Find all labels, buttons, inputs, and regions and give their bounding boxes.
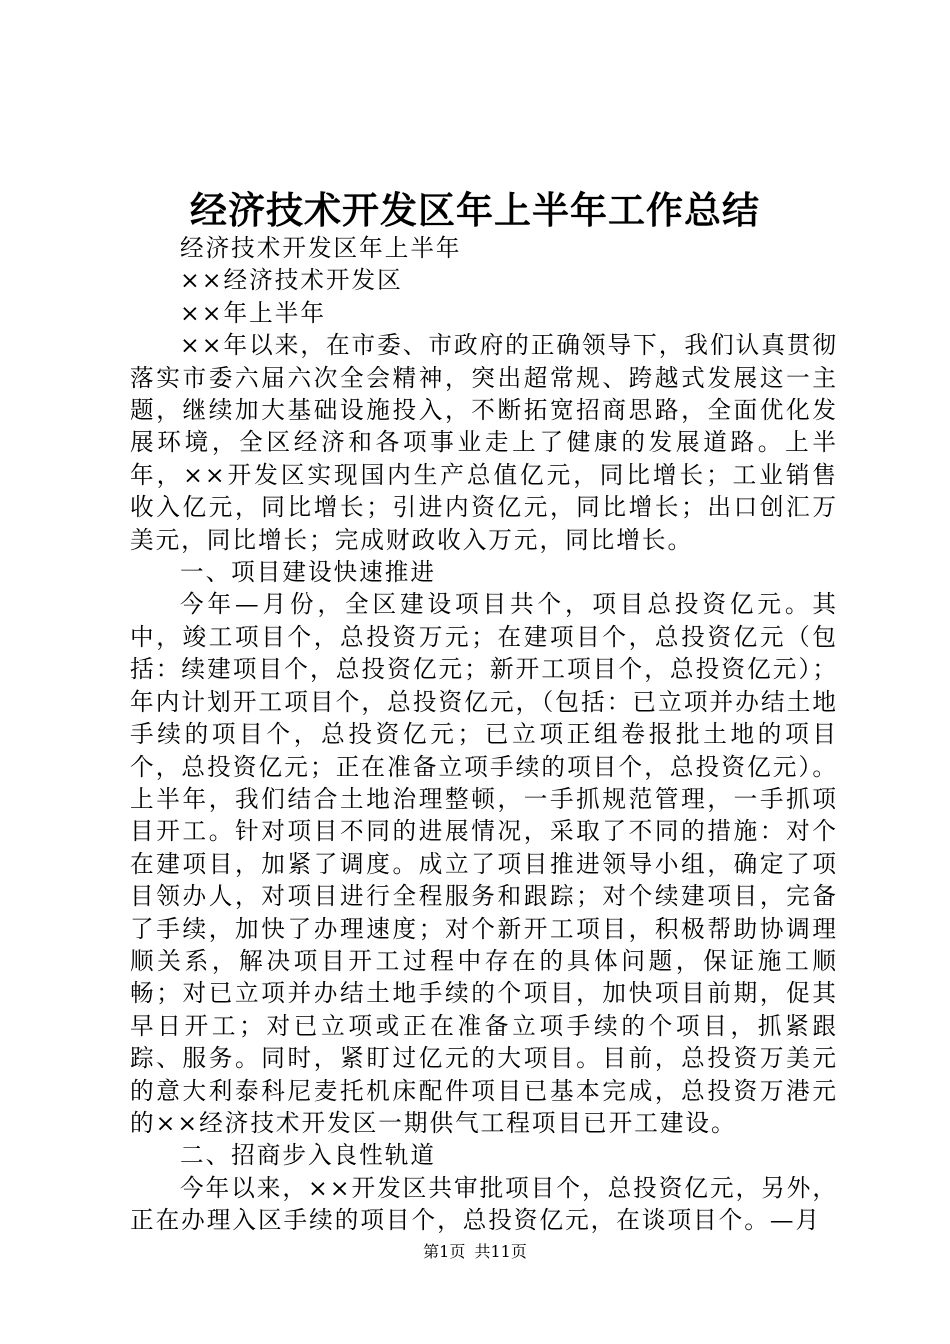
page-footer	[0, 1240, 950, 1264]
section-heading-1: 一、项目建设快速推进	[180, 558, 436, 587]
paragraph-projects: 今年—月份，全区建设项目共个，项目总投资亿元。其中，竣工项目个，总投资万元；在建项目个，总投资亿元（包括：续建项目个，总投资亿元；新开工项目个，总投资亿元）；年内计划开工项目个，总投资亿元，（包括：已立项并办结土地手续的项目个，总投资亿元；已立项正组卷报批土地的项目个，总投资亿元；正在准备立项手续的项目个，总投资亿元）。上半年，我们结合土地治理整顿，一手抓规范管理，一手抓项目开工。针对项目不同的进展情况，采取了不同的措施：对个在建项目，加紧了调度。成立了项目推进领导小组，确定了项目领办人，对项目进行全程服务和跟踪；对个续建项目，完备了手续，加快了办理速度；对个新开工项目，积极帮助协调理顺关系，解决项目开工过程中存在的具体问题，保证施工顺畅；对已立项并办结土地手续的个项目，加快项目前期，促其早日开工；对已立项或正在准备立项手续的个项目，抓紧跟踪、服务。同时，紧盯过亿元的大项目。目前，总投资万美元的意大利泰科尼麦托机床配件项目已基本完成，总投资万港元的××经济技术开发区一期供气工程项目已开工建设。	[130, 590, 838, 1137]
paragraph-intro: ××年以来，在市委、市政府的正确领导下，我们认真贯彻落实市委六届六次全会精神，突出超常规、跨越式发展这一主题，继续加大基础设施投入，不断拓宽招商思路，全面优化发展环境，全区经济和各项事业走上了健康的发展道路。上半年，××开发区实现国内生产总值亿元，同比增长；工业销售收入亿元，同比增长；引进内资亿元，同比增长；出口创汇万美元，同比增长；完成财政收入万元，同比增长。	[130, 331, 838, 554]
document-body	[130, 232, 838, 1237]
paragraph-investment: 今年以来，××开发区共审批项目个，总投资亿元，另外，正在办理入区手续的项目个，总投资亿元，在谈项目个。—月	[130, 1173, 838, 1235]
paragraph-subtitle: 经济技术开发区年上半年	[180, 234, 462, 262]
document-title: 经济技术开发区年上半年工作总结	[190, 188, 760, 232]
paragraph-organization: ××经济技术开发区	[180, 266, 403, 295]
page-total: 共11页	[474, 1242, 527, 1261]
paragraph-period: ××年上半年	[180, 298, 326, 327]
page-number: 第1页	[423, 1242, 466, 1261]
section-heading-2: 二、招商步入良性轨道	[180, 1141, 436, 1170]
